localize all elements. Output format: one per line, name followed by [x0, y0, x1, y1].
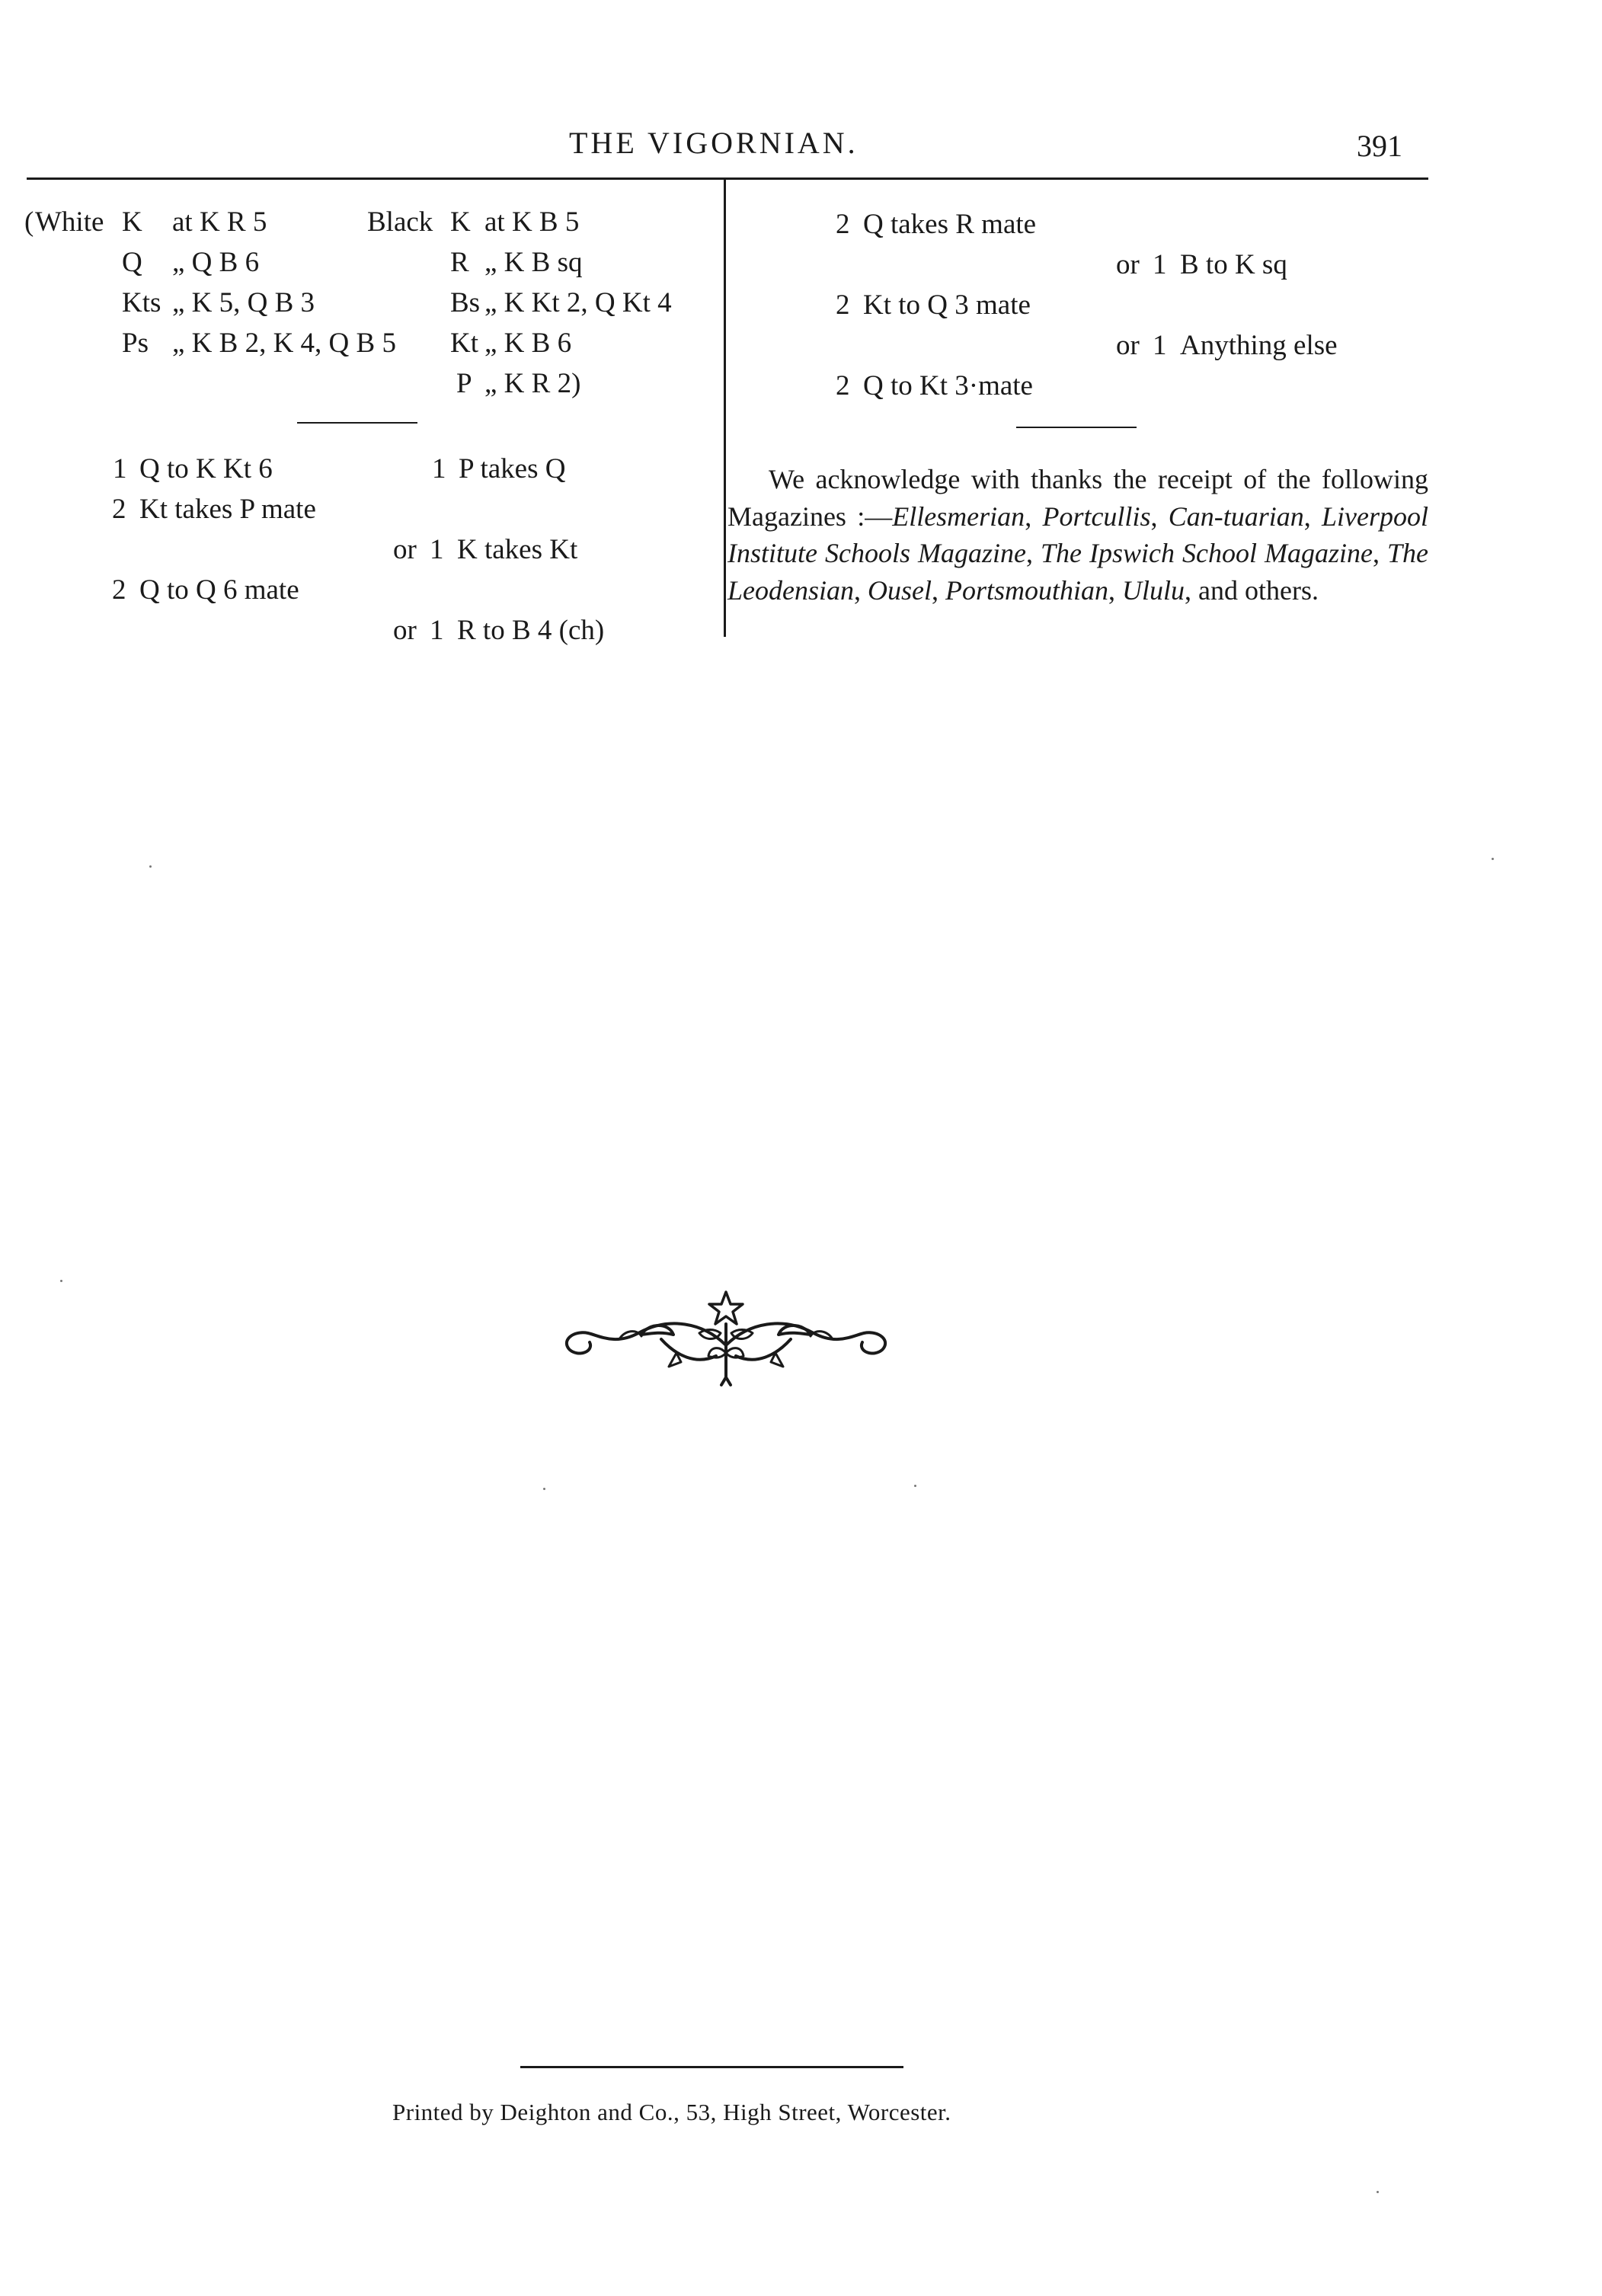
floral-tailpiece-icon [547, 1286, 905, 1393]
column-divider [724, 180, 726, 637]
paper-speck [543, 1488, 545, 1490]
white-label: White [35, 206, 104, 238]
move-number: 2 [836, 370, 850, 401]
move-text: Anything else [1180, 330, 1338, 361]
white-piece: K [122, 206, 142, 238]
black-piece: Kt [450, 328, 478, 359]
move-prefix: or [1116, 330, 1140, 361]
magazine-title: Ululu [1122, 574, 1185, 606]
black-square: „ K B 6 [484, 328, 572, 359]
magazine-title: The Leodensian [727, 538, 1429, 606]
move-prefix: or [393, 615, 417, 646]
move-text: Kt takes P mate [139, 494, 316, 525]
white-square: at K R 5 [172, 206, 267, 238]
magazine-title: Portsmouthian [945, 574, 1109, 606]
paper-speck [149, 865, 152, 868]
black-square: at K B 5 [484, 206, 580, 238]
header-rule [27, 177, 1428, 180]
move-text: B to K sq [1180, 249, 1287, 280]
magazine-title: Ellesmerian [892, 500, 1025, 532]
running-title: THE VIGORNIAN. [569, 126, 859, 160]
move-number: 1 [1153, 249, 1167, 280]
black-piece: R [450, 247, 469, 278]
move-prefix: or [393, 534, 417, 565]
white-square: „ K B 2, K 4, Q B 5 [172, 328, 396, 359]
magazine-title: Liverpool Institute Schools Magazine [727, 500, 1428, 568]
white-square: „ Q B 6 [172, 247, 260, 278]
white-piece: Q [122, 247, 142, 278]
white-square: „ K 5, Q B 3 [172, 287, 315, 318]
magazine-title: The Ipswich School Magazine [1041, 538, 1373, 568]
page-number: 391 [1357, 129, 1402, 163]
move-number: 2 [112, 574, 126, 606]
move-text: P takes Q [459, 453, 566, 484]
move-text: Kt to Q 3 mate [863, 289, 1031, 321]
acknowledgement-paragraph: We acknowledge with thanks the receipt of the following Magazines :—Ellesmerian, Portcullis, Can-tuarian, Liverpool Institute Schools Magazine, The Ipswich School Magazine, The Leodensian, Ousel, Portsmouthian, Ululu, and others. [727, 464, 1429, 606]
move-number: 1 [113, 453, 127, 484]
move-prefix: or [1116, 249, 1140, 280]
move-number: 1 [430, 615, 444, 646]
black-piece: K [450, 206, 471, 238]
magazine-title: Can-tuarian [1168, 500, 1304, 532]
footer-rule [520, 2066, 903, 2068]
move-text: K takes Kt [457, 534, 578, 565]
move-text: Q to Q 6 mate [139, 574, 299, 606]
black-square: „ K R 2) [484, 368, 581, 399]
move-text: Q takes R mate [863, 209, 1037, 240]
paper-speck [60, 1280, 62, 1282]
black-piece: P [456, 368, 472, 399]
black-square: „ K B sq [484, 247, 583, 278]
move-number: 1 [1153, 330, 1167, 361]
move-number: 1 [430, 534, 444, 565]
magazine-title: Ousel [868, 574, 932, 606]
ack-outro: and others. [1198, 574, 1319, 606]
move-text: Q to Kt 3·mate [863, 370, 1033, 401]
black-square: „ K Kt 2, Q Kt 4 [484, 287, 672, 318]
white-piece: Kts [122, 287, 161, 318]
white-piece: Ps [122, 328, 149, 359]
ack-intro: We acknowledge with thanks the receipt of the following Magazines :— [727, 464, 1428, 532]
move-number: 2 [836, 209, 850, 240]
move-number: 1 [432, 453, 446, 484]
black-piece: Bs [450, 287, 481, 318]
move-number: 2 [836, 289, 850, 321]
position-open-paren: ( [24, 206, 34, 238]
magazine-title: Portcullis [1042, 500, 1151, 532]
move-text: R to B 4 (ch) [457, 615, 605, 646]
paper-speck [1492, 858, 1494, 860]
move-number: 2 [112, 494, 126, 525]
section-rule [297, 422, 417, 424]
black-label: Black [367, 206, 433, 238]
paper-speck [1377, 2191, 1379, 2193]
paper-speck [914, 1485, 916, 1487]
move-text: Q to K Kt 6 [139, 453, 273, 484]
section-rule [1016, 427, 1137, 428]
printer-imprint: Printed by Deighton and Co., 53, High Street, Worcester. [392, 2099, 951, 2125]
